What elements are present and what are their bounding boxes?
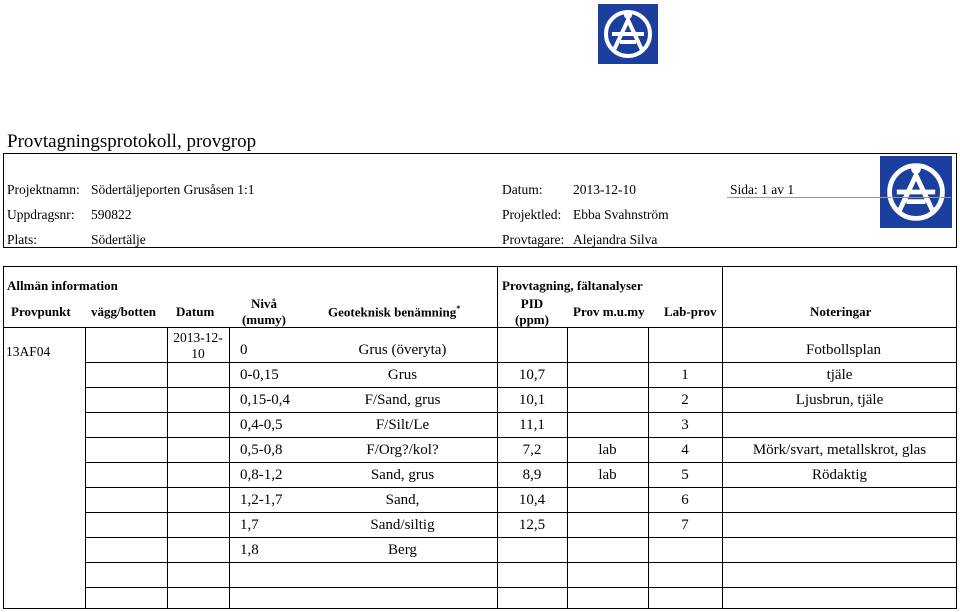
grid-line <box>497 266 498 608</box>
cell-niva: 1,2-1,7 <box>240 492 283 508</box>
grid-line <box>85 462 957 463</box>
grid-line <box>85 512 957 513</box>
cell-not: Ljusbrun, tjäle <box>795 392 884 408</box>
cell-niva: 0,8-1,2 <box>240 467 283 483</box>
col-lab-prov: Lab-prov <box>664 304 717 319</box>
grid-line <box>3 608 957 609</box>
cell-geo: Sand/siltig <box>370 517 435 533</box>
cell-pid: 10,7 <box>518 367 546 383</box>
cell-not: Rödaktig <box>812 467 867 483</box>
cell-niva: 1,7 <box>240 517 259 533</box>
company-logo-icon <box>880 156 952 228</box>
cell-geo: F/Org?/kol? <box>366 442 439 458</box>
cell-pid: 11,1 <box>519 417 545 433</box>
grid-line <box>85 412 957 413</box>
group-field-header: Provtagning, fältanalyser <box>502 278 643 293</box>
cell-prov: lab <box>598 442 617 458</box>
datum-value: 2013-12-10 <box>573 182 636 197</box>
cell-pid: 7,2 <box>522 442 542 458</box>
page-title: Provtagningsprotokoll, provgrop <box>7 131 257 152</box>
grid-line <box>85 562 957 563</box>
col-geoteknisk: Geoteknisk benämning* <box>328 304 461 320</box>
grid-line <box>85 537 957 538</box>
cell-not: Fotbollsplan <box>805 342 881 358</box>
provtagare-value: Alejandra Silva <box>573 232 658 247</box>
cell-not: tjäle <box>826 367 853 383</box>
cell-prov: lab <box>598 467 617 483</box>
uppdragsnr-value: 590822 <box>91 207 132 222</box>
plats-label: Plats: <box>7 232 38 247</box>
header-bottom-border <box>3 247 957 248</box>
grid-line <box>85 587 957 588</box>
cell-geo: Grus <box>387 367 418 383</box>
projektled-value: Ebba Svahnström <box>573 207 669 222</box>
datum-label: Datum: <box>502 182 543 197</box>
cell-geo: F/Silt/Le <box>375 417 430 433</box>
cell-pid: 8,9 <box>522 467 542 483</box>
cell-lab: 7 <box>681 517 689 533</box>
cell-geo: Sand, grus <box>370 467 435 483</box>
cell-lab: 6 <box>681 492 689 508</box>
cell-lab: 2 <box>681 392 689 408</box>
grid-line <box>3 327 957 328</box>
uppdragsnr-label: Uppdragsnr: <box>7 207 75 222</box>
col-prov-mumy: Prov m.u.my <box>573 304 645 319</box>
datum-cell: 2013-12- 10 <box>173 330 223 361</box>
plats-value: Södertälje <box>91 232 146 247</box>
cell-lab: 3 <box>681 417 689 433</box>
cell-lab: 5 <box>681 467 689 483</box>
header-right-border <box>956 153 957 248</box>
provtagare-label: Provtagare: <box>502 232 565 247</box>
cell-geo: Sand, <box>385 492 420 508</box>
group-general-header: Allmän information <box>7 278 118 293</box>
header-left-border <box>3 153 4 248</box>
grid-line <box>229 327 230 608</box>
grid-line <box>85 327 86 608</box>
cell-pid: 10,1 <box>518 392 546 408</box>
cell-niva: 0,5-0,8 <box>240 442 283 458</box>
company-logo-icon <box>598 4 658 64</box>
grid-line <box>85 362 957 363</box>
col-provpunkt: Provpunkt <box>11 304 71 319</box>
col-niva: Nivå (mumy) <box>241 296 287 327</box>
col-vagg-botten: vägg/botten <box>91 304 156 319</box>
grid-line <box>3 266 4 609</box>
cell-pid: 12,5 <box>518 517 546 533</box>
projektled-label: Projektled: <box>502 207 562 222</box>
cell-niva: 1,8 <box>240 542 259 558</box>
grid-line <box>722 266 723 608</box>
cell-geo: F/Sand, grus <box>364 392 441 408</box>
grid-line <box>167 327 168 608</box>
cell-not: Mörk/svart, metallskrot, glas <box>752 442 927 458</box>
col-pid: PID (ppm) <box>515 296 549 327</box>
grid-line <box>85 437 957 438</box>
cell-lab: 1 <box>681 367 689 383</box>
cell-geo: Berg <box>388 542 417 558</box>
provpunkt-value: 13AF04 <box>6 344 51 359</box>
cell-geo: Grus (överyta) <box>358 342 447 358</box>
sida-text: Sida: 1 av 1 <box>730 182 795 197</box>
cell-niva: 0 <box>240 342 248 358</box>
projektnamn-label: Projektnamn: <box>7 182 80 197</box>
cell-pid: 10,4 <box>518 492 546 508</box>
cell-niva: 0,4-0,5 <box>240 417 283 433</box>
grid-line <box>85 387 957 388</box>
col-noteringar: Noteringar <box>810 304 872 319</box>
cell-niva: 0,15-0,4 <box>240 392 290 408</box>
col-datum: Datum <box>176 304 215 319</box>
grid-line <box>85 487 957 488</box>
grid-line <box>3 266 957 267</box>
header-top-border <box>3 153 957 154</box>
cell-niva: 0-0,15 <box>240 367 279 383</box>
projektnamn-value: Södertäljeporten Grusåsen 1:1 <box>91 182 255 197</box>
cell-lab: 4 <box>681 442 689 458</box>
